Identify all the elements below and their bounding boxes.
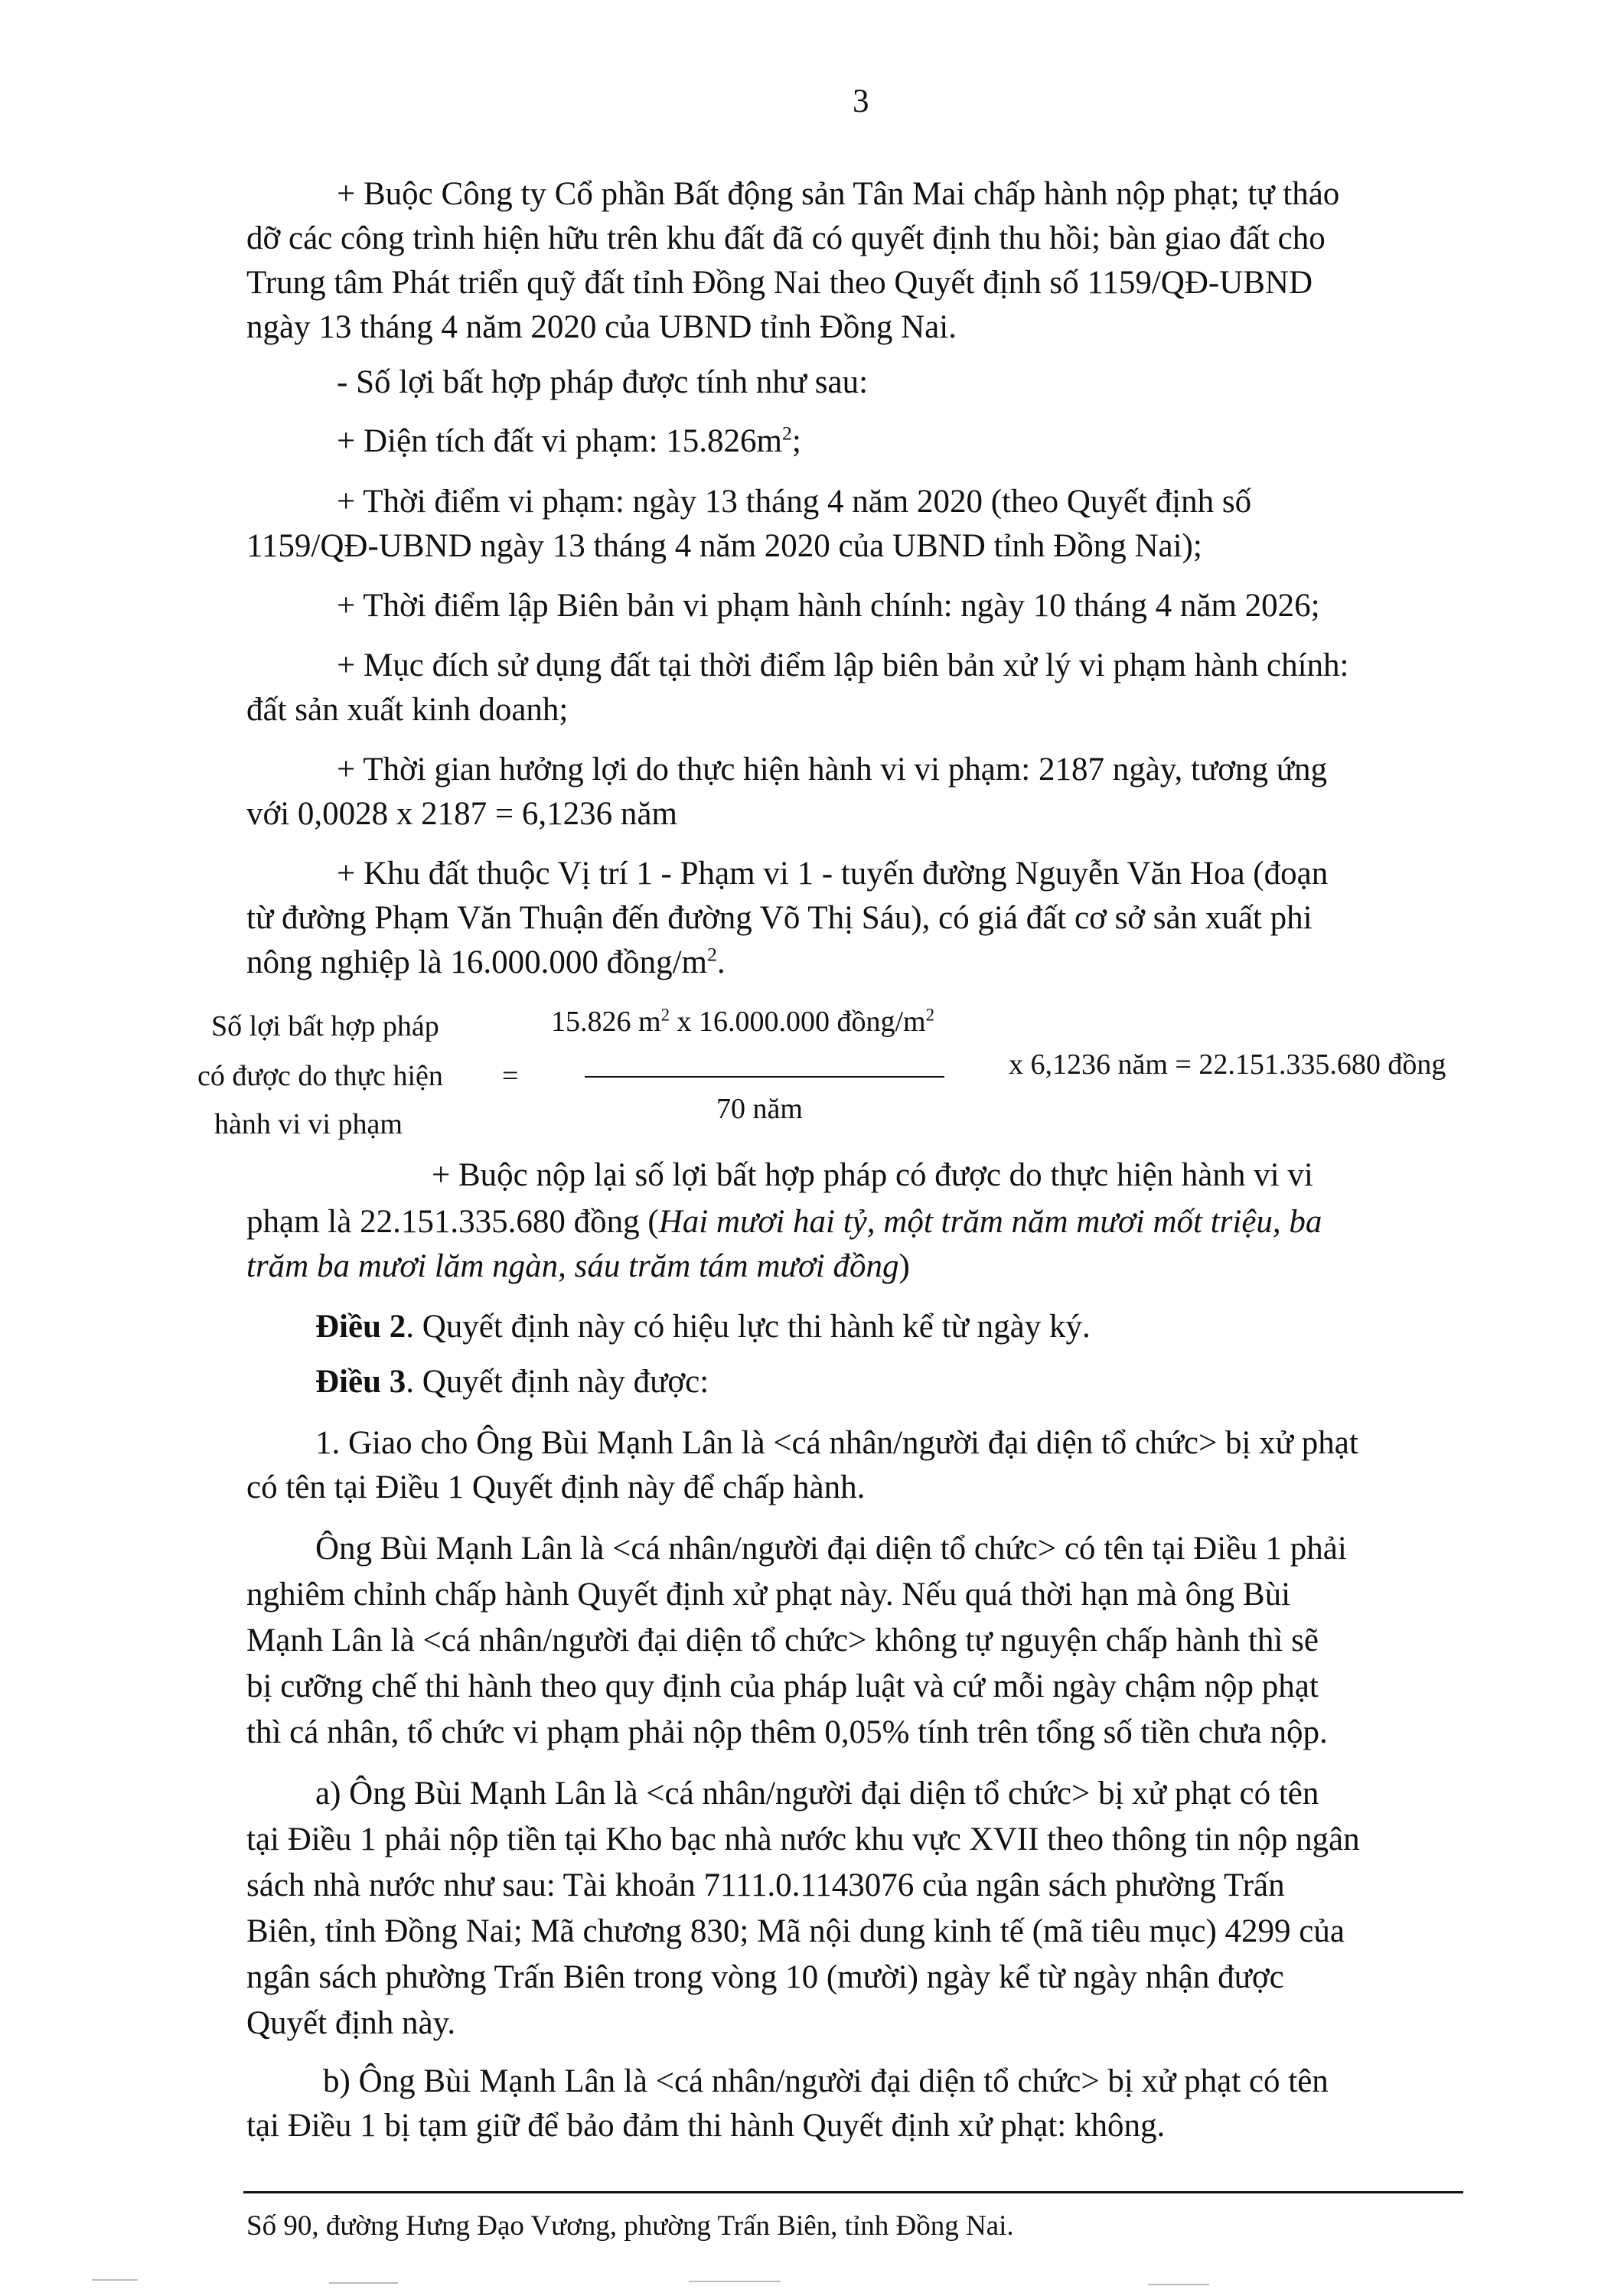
item-line: Biên, tỉnh Đồng Nai; Mã chương 830; Mã nội dung kinh tế (mã tiêu mục) 4299 của	[246, 1913, 1345, 1949]
repayment-text: phạm là 22.151.335.680 đồng (	[246, 1204, 659, 1240]
formula-label-line: Số lợi bất hợp pháp	[211, 1010, 439, 1042]
repayment-line	[246, 1205, 1322, 1238]
article-label: Điều 3	[315, 1364, 406, 1400]
superscript: 2	[781, 422, 792, 445]
repayment-line: + Buộc nộp lại số lợi bất hợp pháp có được do thực hiện hành vi vi	[432, 1157, 1313, 1193]
paragraph-line: Trung tâm Phát triển quỹ đất tỉnh Đồng Nai theo Quyết định số 1159/QĐ-UBND	[246, 265, 1313, 301]
footer-address: Số 90, đường Hưng Đạo Vương, phường Trấn Biên, tỉnh Đồng Nai.	[246, 2210, 1014, 2242]
item-line: b) Ông Bùi Mạnh Lân là <cá nhân/người đại diện tổ chức> bị xử phạt có tên	[323, 2063, 1329, 2099]
numerator-text: x 16.000.000 đồng/m	[669, 1006, 926, 1038]
scan-artifact	[92, 2279, 138, 2281]
article-2	[315, 1310, 1091, 1343]
superscript: 2	[706, 943, 717, 966]
formula-result: x 6,1236 năm = 22.151.335.680 đồng	[1009, 1049, 1446, 1081]
paragraph-line: ngày 13 tháng 4 năm 2020 của UBND tỉnh Đồng Nai.	[246, 309, 957, 345]
scan-artifact	[329, 2282, 398, 2284]
location-line: từ đường Phạm Văn Thuận đến đường Võ Thị Sáu), có giá đất cơ sở sản xuất phi	[246, 900, 1313, 936]
item-line: Quyết định này.	[246, 2005, 456, 2041]
punctuation: .	[716, 944, 726, 980]
article-text: . Quyết định này có hiệu lực thi hành kể từ ngày ký.	[406, 1309, 1091, 1345]
article-label: Điều 2	[315, 1309, 406, 1345]
superscript: 2	[925, 1005, 934, 1025]
location-text: nông nghiệp là 16.000.000 đồng/m	[246, 944, 707, 980]
benefit-period-line: với 0,0028 x 2187 = 6,1236 năm	[246, 796, 677, 832]
violation-area-line	[337, 422, 801, 459]
formula-numerator	[551, 1007, 934, 1036]
item-line: a) Ông Bùi Mạnh Lân là <cá nhân/người đại diện tổ chức> bị xử phạt có tên	[315, 1776, 1319, 1812]
formula-equals: =	[502, 1060, 519, 1092]
violation-area-text: + Diện tích đất vi phạm: 15.826m	[337, 423, 782, 459]
paragraph-line: Mạnh Lân là <cá nhân/người đại diện tổ chức> không tự nguyện chấp hành thì sẽ	[246, 1623, 1319, 1658]
land-use-line: đất sản xuất kinh doanh;	[246, 692, 569, 728]
formula-label-line: hành vi vi phạm	[214, 1108, 403, 1140]
punctuation: ;	[791, 423, 801, 459]
article-3	[315, 1365, 709, 1398]
violation-time-line: + Thời điểm vi phạm: ngày 13 tháng 4 năm 2020 (theo Quyết định số	[337, 484, 1252, 520]
formula-label-line: có được do thực hiện	[197, 1060, 443, 1092]
paragraph-line: Ông Bùi Mạnh Lân là <cá nhân/người đại diện tổ chức> có tên tại Điều 1 phải	[315, 1531, 1347, 1567]
item-line: ngân sách phường Trấn Biên trong vòng 10 (mười) ngày kể từ ngày nhận được	[246, 1959, 1284, 1995]
paragraph-line: dỡ các công trình hiện hữu trên khu đất đã có quyết định thu hồi; bàn giao đất cho	[246, 220, 1326, 256]
item-line: tại Điều 1 bị tạm giữ để bảo đảm thi hành Quyết định xử phạt: không.	[246, 2108, 1166, 2144]
item-line: có tên tại Điều 1 Quyết định này để chấp hành.	[246, 1469, 866, 1505]
amount-in-words: Hai mươi hai tỷ, một trăm năm mươi mốt triệu, ba	[658, 1204, 1322, 1240]
paragraph-line: nghiêm chỉnh chấp hành Quyết định xử phạt này. Nếu quá thời hạn mà ông Bùi	[246, 1577, 1291, 1613]
location-line: + Khu đất thuộc Vị trí 1 - Phạm vi 1 - tuyến đường Nguyễn Văn Hoa (đoạn	[337, 856, 1329, 892]
superscript: 2	[660, 1005, 670, 1025]
paragraph-line: thì cá nhân, tổ chức vi phạm phải nộp thêm 0,05% tính trên tổng số tiền chưa nộp.	[246, 1714, 1328, 1750]
scan-artifact	[689, 2281, 781, 2282]
item-line: 1. Giao cho Ông Bùi Mạnh Lân là <cá nhân/người đại diện tổ chức> bị xử phạt	[315, 1425, 1358, 1461]
numerator-text: 15.826 m	[551, 1006, 661, 1038]
article-text: . Quyết định này được:	[406, 1364, 709, 1400]
formula-denominator: 70 năm	[716, 1093, 803, 1125]
fraction-bar	[585, 1076, 944, 1078]
illegal-profit-heading: - Số lợi bất hợp pháp được tính như sau:	[337, 364, 869, 400]
violation-time-line: 1159/QĐ-UBND ngày 13 tháng 4 năm 2020 của UBND tỉnh Đồng Nai);	[246, 528, 1202, 564]
location-line	[246, 943, 726, 980]
benefit-period-line: + Thời gian hưởng lợi do thực hiện hành vi vi phạm: 2187 ngày, tương ứng	[337, 752, 1328, 788]
amount-in-words: trăm ba mươi lăm ngàn, sáu trăm tám mươi đồng	[246, 1248, 899, 1284]
item-line: tại Điều 1 phải nộp tiền tại Kho bạc nhà nước khu vực XVII theo thông tin nộp ngân	[246, 1821, 1360, 1857]
repayment-line	[246, 1250, 910, 1283]
paragraph-line: + Buộc Công ty Cổ phần Bất động sản Tân Mai chấp hành nộp phạt; tự tháo	[337, 176, 1340, 212]
page-number: 3	[853, 83, 869, 119]
item-line: sách nhà nước như sau: Tài khoản 7111.0.1143076 của ngân sách phường Trấn	[246, 1867, 1285, 1903]
paragraph-line: bị cưỡng chế thi hành theo quy định của pháp luật và cứ mỗi ngày chậm nộp phạt	[246, 1668, 1319, 1704]
record-time-line: + Thời điểm lập Biên bản vi phạm hành chính: ngày 10 tháng 4 năm 2026;	[337, 588, 1320, 624]
footer-divider	[243, 2191, 1463, 2193]
land-use-line: + Mục đích sử dụng đất tại thời điểm lập biên bản xử lý vi phạm hành chính:	[337, 647, 1349, 683]
scan-artifact	[1148, 2284, 1209, 2285]
punctuation: )	[898, 1248, 910, 1284]
